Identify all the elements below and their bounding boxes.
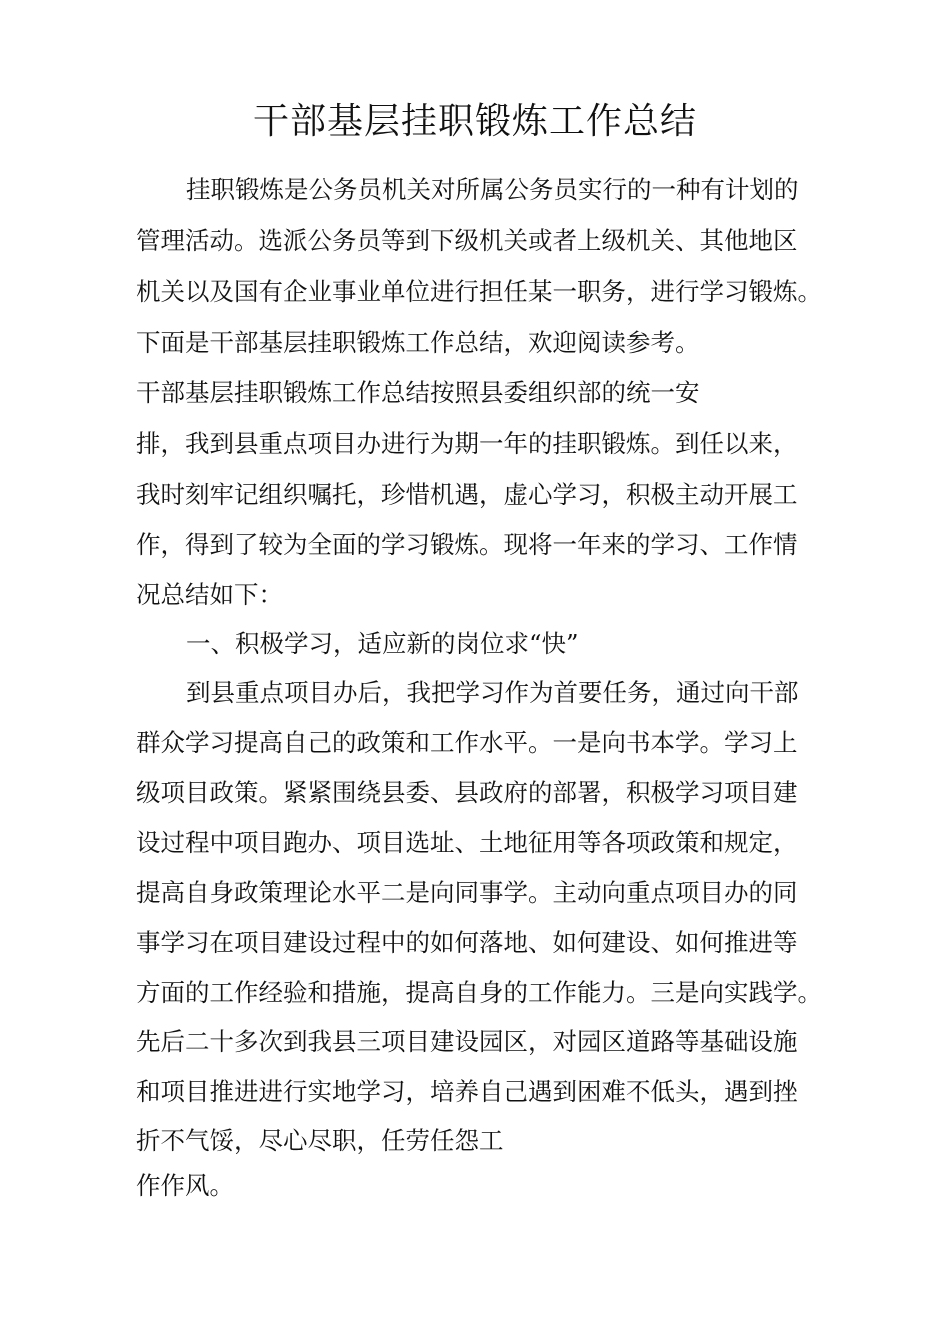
paragraph-line: 作，得到了较为全面的学习锻炼。现将一年来的学习、工作情 xyxy=(136,530,798,559)
paragraph-line: 折不气馁，尽心尽职，任劳任怨工 xyxy=(136,1126,504,1155)
paragraph-line: 到县重点项目办后，我把学习作为首要任务，通过向干部 xyxy=(186,678,799,707)
paragraph-line: 排，我到县重点项目办进行为期一年的挂职锻炼。到任以来， xyxy=(136,429,798,458)
document-title: 干部基层挂职锻炼工作总结 xyxy=(252,101,697,142)
paragraph-line: 作作风。 xyxy=(136,1171,234,1200)
paragraph-line: 挂职锻炼是公务员机关对所属公务员实行的一种有计划的 xyxy=(186,175,799,204)
paragraph-line: 级项目政策。紧紧围绕县委、县政府的部署，积极学习项目建 xyxy=(136,778,798,807)
paragraph-line: 和项目推进进行实地学习，培养自己遇到困难不低头，遇到挫 xyxy=(136,1077,798,1106)
paragraph-line: 我时刻牢记组织嘱托，珍惜机遇，虚心学习，积极主动开展工 xyxy=(136,480,798,509)
paragraph-line: 下面是干部基层挂职锻炼工作总结，欢迎阅读参考。 xyxy=(136,328,700,357)
paragraph-line: 事学习在项目建设过程中的如何落地、如何建设、如何推进等 xyxy=(136,928,798,957)
paragraph-line: 方面的工作经验和措施，提高自身的工作能力。三是向实践学。 xyxy=(136,978,822,1007)
paragraph-line: 先后二十多次到我县三项目建设园区，对园区道路等基础设施 xyxy=(136,1027,798,1056)
paragraph-line: 提高自身政策理论水平二是向同事学。主动向重点项目办的同 xyxy=(136,878,798,907)
paragraph-line: 设过程中项目跑办、项目选址、土地征用等各项政策和规定， xyxy=(136,828,798,857)
paragraph-line: 干部基层挂职锻炼工作总结按照县委组织部的统一安 xyxy=(136,378,700,407)
paragraph-line: 群众学习提高自己的政策和工作水平。一是向书本学。学习上 xyxy=(136,728,798,757)
paragraph-line: 况总结如下： xyxy=(136,580,283,609)
paragraph-line: 机关以及国有企业事业单位进行担任某一职务，进行学习锻炼。 xyxy=(136,277,822,306)
section-heading: 一、积极学习，适应新的岗位求“快” xyxy=(186,629,579,658)
paragraph-line: 管理活动。选派公务员等到下级机关或者上级机关、其他地区 xyxy=(136,226,798,255)
